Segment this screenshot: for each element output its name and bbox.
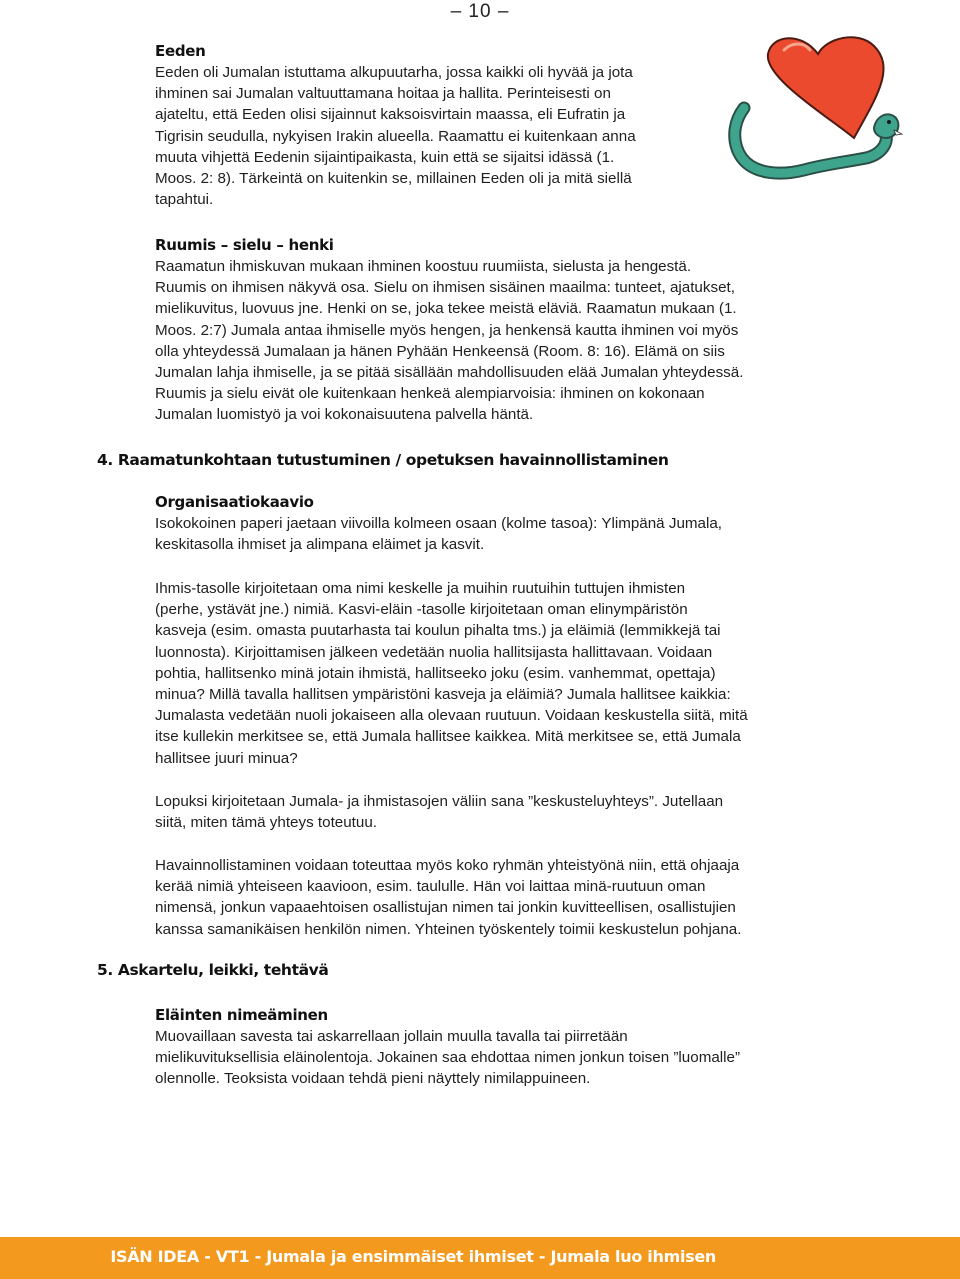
section-4-heading: 4. Raamatunkohtaan tutustuminen / opetuksen havainnollistaminen [97,451,669,469]
heart-and-snake-icon [726,34,936,182]
section-5-heading: 5. Askartelu, leikki, tehtävä [97,961,329,979]
page-number: – 10 – [450,1,510,22]
ruumis-heading: Ruumis – sielu – henki [155,236,334,254]
snake-head [874,114,898,138]
footer-title: ISÄN IDEA - VT1 - Jumala ja ensimmäiset ihmiset - Jumala luo ihmisen [110,1247,716,1266]
elainten-nimeaminen-section [155,1004,820,1090]
eeden-heading: Eeden [155,42,206,60]
eeden-section [155,40,700,210]
elainten-nimeaminen-heading: Eläinten nimeäminen [155,1006,328,1024]
elainten-nimeaminen-text: Muovaillaan savesta tai askarrellaan jollain muulla tavalla tai piirretään mielikuvituksellisia eläinolentoja. Jokainen saa ehdottaa nimen jonkun toisen ”luomalle” olennolle. Teoksista voidaan tehdä pieni näyttely nimilappuineen. [155,1028,741,1088]
organisaatiokaavio-section [155,491,820,555]
organisaatiokaavio-heading: Organisaatiokaavio [155,493,314,511]
footer-bar [0,1237,960,1279]
ruumis-section [155,234,820,426]
organisaatiokaavio-paragraph-4: Havainnollistaminen voidaan toteuttaa myös koko ryhmän yhteistyönä niin, että ohjaaja kerää nimiä yhteiseen kaavioon, esim. taululle. Hän voi laittaa minä-ruutuun oman nimensä, jonkun vapaaehtoisen osallistujan nimen tai jonkin kuvitteellisen, osallistujien kanssa samanikäisen henkilön nimen. Yhteinen työskentely toimii keskustelun pohjana. [155,857,742,938]
heart-shape [768,37,884,138]
eeden-text: Eeden oli Jumalan istuttama alkupuutarha, jossa kaikki oli hyvää ja jota ihminen sai Jumalan valtuuttamana hoitaa ja hallita. Perinteisesti on ajateltu, että Eeden olisi sijainnut kaksoisvirtain maassa, eli Eufratin ja Tigrisin seudulla, nykyisen Irakin alueella. Raamattu ei kuitenkaan anna muuta vihjettä Eedenin sijaintipaikasta, kuin että se sijaitsi idässä (1. Moos. 2: 8). Tärkeintä on kuitenkin se, millainen Eeden oli ja mitä siellä tapahtui. [155,64,636,209]
organisaatiokaavio-paragraph-3: Lopuksi kirjoitetaan Jumala- ja ihmistasojen väliin sana ”keskusteluyhteys”. Jutellaan siitä, miten tämä yhteys toteutuu. [155,793,724,832]
ruumis-text: Raamatun ihmiskuvan mukaan ihminen koostuu ruumiista, sielusta ja hengestä. Ruumis on ihmisen näkyvä osa. Sielu on ihmisen sisäinen maailma: tunteet, ajatukset, mielikuvitus, luovuus jne. Henki on se, joka tekee meistä eläviä. Raamatun mukaan (1. Moos. 2:7) Jumala antaa ihmiselle myös hengen, ja henkensä kautta ihminen voi myös olla yhteydessä Jumalaan ja hänen Pyhään Henkeensä (Room. 8: 16). Elämä on siis Jumalan lahja ihmiselle, ja se pitää sisällään mahdollisuuden elää Jumalan yhteydessä. Ruumis ja sielu eivät ole kuitenkaan henkeä alempiarvoisia: ihminen on kokonaan Jumalan luomistyö ja voi kokonaisuutena palvella häntä. [155,258,744,424]
organisaatiokaavio-paragraph-1: Isokokoinen paperi jaetaan viivoilla kolmeen osaan (kolme tasoa): Ylimpänä Jumala, keskitasolla ihmiset ja alimpana eläimet ja kasvit. [155,515,723,554]
organisaatiokaavio-paragraph-2: Ihmis-tasolle kirjoitetaan oma nimi keskelle ja muihin ruutuihin tuttujen ihmisten (perhe, ystävät jne.) nimiä. Kasvi-eläin -tasolle kirjoitetaan oman elinympäristön kasveja (esim. omasta puutarhasta tai koulun pihalta tms.) ja eläimiä (lemmikkejä tai luonnosta). Kirjoittamisen jälkeen vedetään nuolia hallitsijasta hallittavaan. Voidaan pohtia, hallitsenko minä jotain ihmistä, hallitseeko joku (esim. vanhemmat, opettaja) minua? Millä tavalla hallitsen ympäristöni kasveja ja eläimiä? Jumala hallitsee kaikkia: Jumalasta vedetään nuoli jokaiseen alla olevaan ruutuun. Voidaan keskustella siitä, mitä itse kullekin merkitsee se, että Jumala hallitsee kaikkea. Mitä merkitsee se, että Jumala hallitsee juuri minua? [155,580,748,767]
